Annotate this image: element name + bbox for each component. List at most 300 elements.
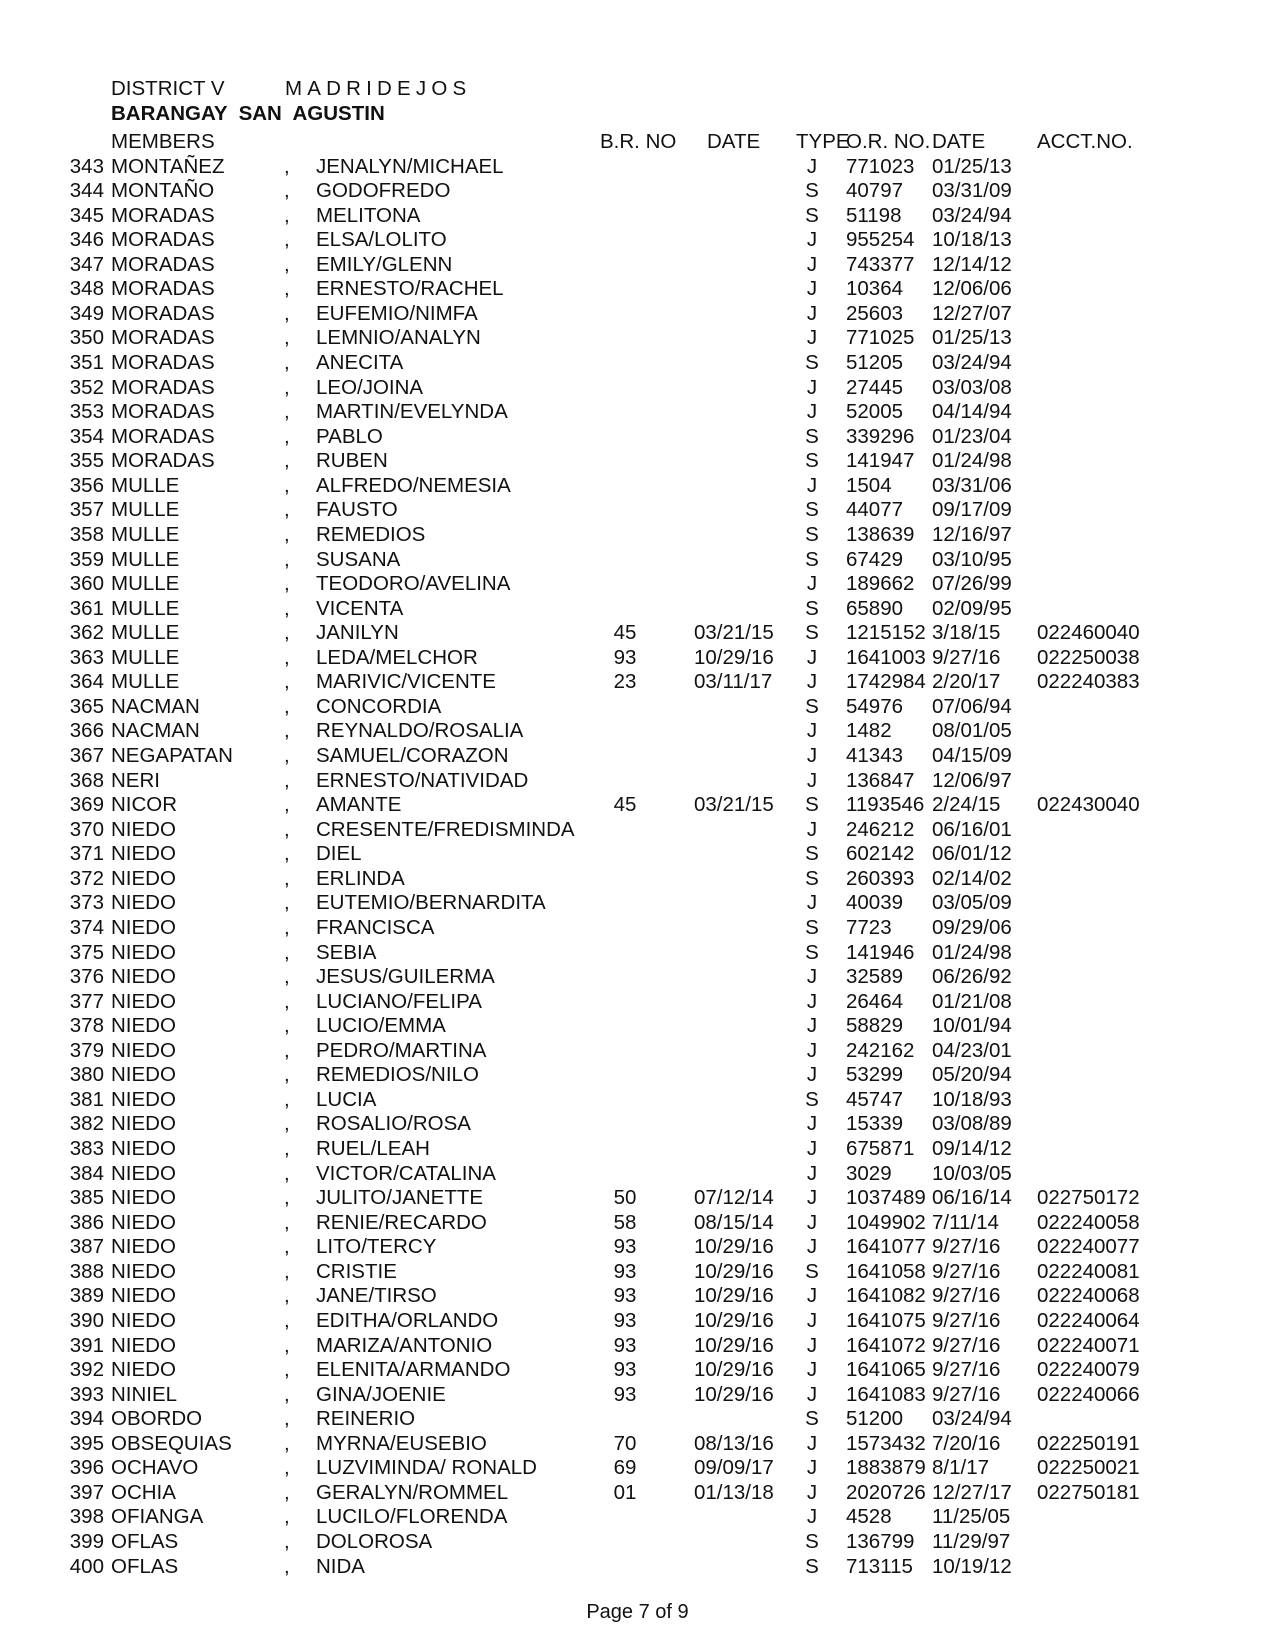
- or-number: 1193546: [846, 793, 925, 817]
- first-names: LEMNIO/ANALYN: [316, 326, 481, 350]
- last-name: NERI: [111, 768, 160, 792]
- member-type: J: [806, 989, 818, 1013]
- member-type: J: [806, 1431, 818, 1455]
- name-separator: ,: [284, 768, 290, 792]
- row-number: 364: [69, 670, 104, 694]
- table-row: [0, 1235, 1275, 1260]
- last-name: NIEDO: [111, 1259, 176, 1283]
- table-row: [0, 646, 1275, 671]
- or-date: 03/03/08: [932, 375, 1012, 399]
- row-number: 381: [69, 1087, 104, 1111]
- last-name: NIEDO: [111, 1161, 176, 1185]
- last-name: NIEDO: [111, 965, 176, 989]
- member-type: S: [805, 449, 819, 473]
- or-date: 09/17/09: [932, 498, 1012, 522]
- first-names: PEDRO/MARTINA: [316, 1038, 487, 1062]
- or-date: 2/20/17: [932, 670, 1001, 694]
- first-names: DOLOROSA: [316, 1530, 433, 1553]
- member-type: J: [806, 228, 818, 252]
- br-number: 93: [613, 1235, 637, 1259]
- table-row: [0, 1432, 1275, 1457]
- last-name: MULLE: [111, 498, 180, 522]
- br-number: 69: [613, 1456, 637, 1480]
- row-number: 394: [69, 1407, 104, 1431]
- account-number: 022240079: [1037, 1358, 1140, 1382]
- name-separator: ,: [284, 1456, 290, 1480]
- or-date: 10/18/93: [932, 1087, 1012, 1111]
- or-date: 09/14/12: [932, 1137, 1012, 1160]
- table-row: [0, 1505, 1275, 1530]
- row-number: 366: [69, 719, 104, 743]
- member-type: S: [805, 498, 819, 522]
- or-date: 04/23/01: [932, 1038, 1012, 1062]
- br-number: 50: [613, 1186, 637, 1210]
- name-separator: ,: [284, 1505, 290, 1529]
- last-name: NIEDO: [111, 1112, 176, 1136]
- row-number: 387: [69, 1235, 104, 1259]
- or-date: 01/21/08: [932, 989, 1012, 1013]
- or-date: 8/1/17: [932, 1456, 989, 1480]
- member-type: J: [806, 154, 818, 178]
- or-number: 40039: [846, 891, 904, 915]
- row-number: 369: [69, 793, 104, 817]
- name-separator: ,: [284, 154, 290, 178]
- row-number: 371: [69, 842, 104, 866]
- last-name: NIEDO: [111, 817, 176, 841]
- last-name: NIEDO: [111, 1063, 176, 1087]
- table-row: [0, 1186, 1275, 1211]
- or-date: 07/26/99: [932, 572, 1012, 596]
- name-separator: ,: [284, 842, 290, 866]
- row-number: 393: [69, 1382, 104, 1406]
- table-row: [0, 1530, 1275, 1555]
- last-name: NACMAN: [111, 694, 200, 718]
- name-separator: ,: [284, 1407, 290, 1431]
- account-number: 022460040: [1037, 621, 1140, 645]
- or-number: 136847: [846, 768, 915, 792]
- name-separator: ,: [284, 1087, 290, 1111]
- row-number: 376: [69, 965, 104, 989]
- or-date: 7/11/14: [932, 1210, 999, 1234]
- or-date: 01/23/04: [932, 424, 1012, 448]
- br-number: 93: [613, 1308, 637, 1332]
- or-number: 44077: [846, 498, 904, 522]
- or-number: 67429: [846, 547, 904, 571]
- table-row: [0, 1383, 1275, 1408]
- row-number: 372: [69, 866, 104, 890]
- member-type: J: [806, 473, 818, 497]
- or-number: 10364: [846, 277, 904, 301]
- name-separator: ,: [284, 203, 290, 227]
- last-name: MORADAS: [111, 326, 215, 350]
- last-name: MORADAS: [111, 351, 215, 374]
- name-separator: ,: [284, 1235, 290, 1259]
- or-date: 03/05/09: [932, 891, 1012, 915]
- first-names: CONCORDIA: [316, 694, 442, 718]
- or-number: 1641003: [846, 645, 926, 669]
- name-separator: ,: [284, 1038, 290, 1062]
- member-type: J: [806, 572, 818, 596]
- name-separator: ,: [284, 1382, 290, 1406]
- or-date: 01/25/13: [932, 326, 1012, 350]
- br-number: 01: [613, 1480, 637, 1504]
- table-row: [0, 769, 1275, 794]
- first-names: MARIZA/ANTONIO: [316, 1333, 493, 1357]
- column-header-type: TYPE: [796, 130, 850, 153]
- last-name: NINIEL: [111, 1382, 178, 1406]
- or-date: 12/14/12: [932, 252, 1012, 276]
- br-date: 10/29/16: [694, 1259, 774, 1283]
- or-date: 9/27/16: [932, 1235, 1001, 1259]
- or-number: 1742984: [846, 670, 926, 694]
- name-separator: ,: [284, 940, 290, 964]
- table-row: [0, 1211, 1275, 1236]
- member-type: S: [805, 1407, 819, 1431]
- br-number: 93: [613, 1333, 637, 1357]
- member-type: J: [806, 1358, 818, 1382]
- br-date: 08/13/16: [694, 1431, 774, 1455]
- name-separator: ,: [284, 1530, 290, 1553]
- or-number: 27445: [846, 375, 904, 399]
- table-row: [0, 744, 1275, 769]
- table-row: [0, 597, 1275, 622]
- row-number: 370: [69, 817, 104, 841]
- member-type: S: [805, 940, 819, 964]
- table-row: [0, 1407, 1275, 1432]
- first-names: AMANTE: [316, 793, 402, 817]
- row-number: 358: [69, 522, 104, 546]
- last-name: NIEDO: [111, 1087, 176, 1111]
- or-date: 12/27/07: [932, 301, 1012, 325]
- row-number: 349: [69, 301, 104, 325]
- or-number: 189662: [846, 572, 915, 596]
- first-names: SAMUEL/CORAZON: [316, 744, 509, 767]
- last-name: NIEDO: [111, 1186, 176, 1210]
- br-number: 45: [613, 621, 637, 645]
- member-type: S: [805, 351, 819, 374]
- table-row: [0, 941, 1275, 966]
- table-row: [0, 1063, 1275, 1088]
- or-date: 06/16/01: [932, 817, 1012, 841]
- or-number: 260393: [846, 866, 915, 890]
- member-type: S: [805, 547, 819, 571]
- name-separator: ,: [284, 375, 290, 399]
- first-names: RUEL/LEAH: [316, 1137, 430, 1160]
- member-type: J: [806, 1112, 818, 1136]
- table-row: [0, 1014, 1275, 1039]
- last-name: MORADAS: [111, 252, 215, 276]
- row-number: 388: [69, 1259, 104, 1283]
- account-number: 022250191: [1037, 1431, 1140, 1455]
- first-names: LITO/TERCY: [316, 1235, 437, 1259]
- row-number: 399: [69, 1530, 104, 1553]
- table-row: [0, 155, 1275, 180]
- table-row: [0, 670, 1275, 695]
- name-separator: ,: [284, 915, 290, 939]
- or-number: 955254: [846, 228, 915, 252]
- first-names: SUSANA: [316, 547, 401, 571]
- br-number: 93: [613, 1259, 637, 1283]
- last-name: OBSEQUIAS: [111, 1431, 232, 1455]
- or-date: 01/24/98: [932, 940, 1012, 964]
- member-type: J: [806, 1333, 818, 1357]
- first-names: ERLINDA: [316, 866, 405, 890]
- last-name: NIEDO: [111, 1358, 176, 1382]
- last-name: MORADAS: [111, 375, 215, 399]
- last-name: MULLE: [111, 596, 180, 620]
- first-names: ELENITA/ARMANDO: [316, 1358, 511, 1382]
- or-date: 03/24/94: [932, 203, 1012, 227]
- or-number: 1883879: [846, 1456, 926, 1480]
- name-separator: ,: [284, 1431, 290, 1455]
- row-number: 360: [69, 572, 104, 596]
- member-type: J: [806, 400, 818, 424]
- member-type: S: [805, 522, 819, 546]
- or-date: 12/16/97: [932, 522, 1012, 546]
- or-date: 9/27/16: [932, 1308, 1001, 1332]
- column-header-date: DATE: [707, 130, 761, 153]
- row-number: 390: [69, 1308, 104, 1332]
- last-name: NACMAN: [111, 719, 200, 743]
- or-number: 15339: [846, 1112, 904, 1136]
- table-row: [0, 179, 1275, 204]
- table-row: [0, 695, 1275, 720]
- first-names: REYNALDO/ROSALIA: [316, 719, 524, 743]
- or-date: 01/25/13: [932, 154, 1012, 178]
- first-names: LUZVIMINDA/ RONALD: [316, 1456, 537, 1480]
- column-header-br-no: B.R. NO: [600, 130, 677, 153]
- name-separator: ,: [284, 1358, 290, 1382]
- or-number: 339296: [846, 424, 915, 448]
- br-number: 93: [613, 1358, 637, 1382]
- last-name: NIEDO: [111, 1137, 176, 1160]
- table-row: [0, 1112, 1275, 1137]
- name-separator: ,: [284, 252, 290, 276]
- or-date: 06/01/12: [932, 842, 1012, 866]
- or-date: 02/14/02: [932, 866, 1012, 890]
- or-number: 58829: [846, 1014, 904, 1038]
- row-number: 355: [69, 449, 104, 473]
- table-row: [0, 1284, 1275, 1309]
- or-number: 65890: [846, 596, 904, 620]
- member-type: J: [806, 1186, 818, 1210]
- account-number: 022240068: [1037, 1284, 1140, 1308]
- row-number: 352: [69, 375, 104, 399]
- account-number: 022240077: [1037, 1235, 1140, 1259]
- br-number: 45: [613, 793, 637, 817]
- member-type: J: [806, 1284, 818, 1308]
- row-number: 380: [69, 1063, 104, 1087]
- or-number: 713115: [846, 1554, 913, 1578]
- last-name: NIEDO: [111, 891, 176, 915]
- or-date: 03/31/06: [932, 473, 1012, 497]
- or-number: 1641058: [846, 1259, 926, 1283]
- first-names: MELITONA: [316, 203, 421, 227]
- member-type: J: [806, 277, 818, 301]
- last-name: MORADAS: [111, 301, 215, 325]
- member-type: S: [805, 793, 819, 817]
- first-names: MYRNA/EUSEBIO: [316, 1431, 487, 1455]
- br-date: 10/29/16: [694, 1333, 774, 1357]
- first-names: JANE/TIRSO: [316, 1284, 437, 1308]
- or-number: 51200: [846, 1407, 904, 1431]
- or-number: 1641083: [846, 1382, 926, 1406]
- br-date: 03/21/15: [694, 621, 774, 645]
- last-name: MULLE: [111, 522, 180, 546]
- last-name: NIEDO: [111, 1235, 176, 1259]
- member-type: J: [806, 1161, 818, 1185]
- town-name: MADRIDEJOS: [285, 77, 472, 100]
- br-date: 10/29/16: [694, 1308, 774, 1332]
- first-names: ALFREDO/NEMESIA: [316, 473, 511, 497]
- table-row: [0, 1334, 1275, 1359]
- last-name: MONTAÑEZ: [111, 154, 225, 178]
- member-type: J: [806, 1308, 818, 1332]
- name-separator: ,: [284, 1259, 290, 1283]
- row-number: 384: [69, 1161, 104, 1185]
- br-date: 07/12/14: [694, 1186, 774, 1210]
- name-separator: ,: [284, 1480, 290, 1504]
- name-separator: ,: [284, 1063, 290, 1087]
- table-row: [0, 1039, 1275, 1064]
- member-type: S: [805, 203, 819, 227]
- row-number: 343: [69, 154, 104, 178]
- first-names: TEODORO/AVELINA: [316, 572, 511, 596]
- name-separator: ,: [284, 449, 290, 473]
- name-separator: ,: [284, 301, 290, 325]
- member-type: J: [806, 891, 818, 915]
- or-number: 1641072: [846, 1333, 926, 1357]
- row-number: 395: [69, 1431, 104, 1455]
- or-date: 12/27/17: [932, 1480, 1012, 1504]
- row-number: 356: [69, 473, 104, 497]
- or-number: 675871: [846, 1137, 915, 1160]
- or-number: 1641077: [846, 1235, 926, 1259]
- last-name: MULLE: [111, 473, 180, 497]
- name-separator: ,: [284, 1186, 290, 1210]
- row-number: 362: [69, 621, 104, 645]
- last-name: NIEDO: [111, 1333, 176, 1357]
- table-row: [0, 1456, 1275, 1481]
- row-number: 392: [69, 1358, 104, 1382]
- br-number: 93: [613, 1284, 637, 1308]
- br-date: 03/11/17: [694, 670, 773, 694]
- first-names: GINA/JOENIE: [316, 1382, 446, 1406]
- row-number: 354: [69, 424, 104, 448]
- first-names: MARTIN/EVELYNDA: [316, 400, 508, 424]
- or-date: 10/03/05: [932, 1161, 1012, 1185]
- barangay-title: BARANGAY SAN AGUSTIN: [111, 102, 385, 125]
- row-number: 375: [69, 940, 104, 964]
- first-names: SEBIA: [316, 940, 377, 964]
- last-name: MULLE: [111, 572, 180, 596]
- member-type: J: [806, 1137, 818, 1160]
- name-separator: ,: [284, 400, 290, 424]
- or-number: 25603: [846, 301, 904, 325]
- last-name: MULLE: [111, 670, 180, 694]
- name-separator: ,: [284, 891, 290, 915]
- table-row: [0, 376, 1275, 401]
- or-date: 3/18/15: [932, 621, 1001, 645]
- row-number: 391: [69, 1333, 104, 1357]
- or-number: 51198: [846, 203, 902, 227]
- last-name: OFLAS: [111, 1554, 179, 1578]
- or-number: 41343: [846, 744, 904, 767]
- row-number: 368: [69, 768, 104, 792]
- br-date: 03/21/15: [694, 793, 774, 817]
- member-type: J: [806, 1014, 818, 1038]
- or-date: 9/27/16: [932, 1284, 1001, 1308]
- first-names: JANILYN: [316, 621, 399, 645]
- row-number: 350: [69, 326, 104, 350]
- table-row: [0, 916, 1275, 941]
- name-separator: ,: [284, 473, 290, 497]
- first-names: GERALYN/ROMMEL: [316, 1480, 509, 1504]
- name-separator: ,: [284, 351, 290, 374]
- first-names: REINERIO: [316, 1407, 416, 1431]
- table-row: [0, 842, 1275, 867]
- account-number: 022250038: [1037, 645, 1140, 669]
- first-names: RUBEN: [316, 449, 388, 473]
- first-names: REMEDIOS/NILO: [316, 1063, 479, 1087]
- or-date: 9/27/16: [932, 1382, 1001, 1406]
- name-separator: ,: [284, 498, 290, 522]
- table-row: [0, 326, 1275, 351]
- table-row: [0, 793, 1275, 818]
- table-row: [0, 548, 1275, 573]
- first-names: DIEL: [316, 842, 362, 866]
- name-separator: ,: [284, 277, 290, 301]
- member-type: J: [806, 1505, 818, 1529]
- or-number: 1504: [846, 473, 892, 497]
- or-number: 1049902: [846, 1210, 926, 1234]
- row-number: 353: [69, 400, 104, 424]
- row-number: 379: [69, 1038, 104, 1062]
- member-type: J: [806, 817, 818, 841]
- member-type: J: [806, 326, 818, 350]
- last-name: MORADAS: [111, 400, 215, 424]
- or-date: 9/27/16: [932, 1358, 1001, 1382]
- column-header-or-no: O.R. NO.: [846, 130, 931, 153]
- or-date: 9/27/16: [932, 645, 1001, 669]
- br-number: 93: [613, 645, 637, 669]
- or-number: 602142: [846, 842, 915, 866]
- table-row: [0, 719, 1275, 744]
- or-number: 771023: [846, 154, 915, 178]
- member-type: S: [805, 424, 819, 448]
- table-row: [0, 425, 1275, 450]
- or-date: 10/19/12: [932, 1554, 1012, 1578]
- or-date: 04/15/09: [932, 744, 1012, 767]
- last-name: MULLE: [111, 645, 180, 669]
- member-type: J: [806, 744, 818, 767]
- last-name: NIEDO: [111, 1038, 176, 1062]
- first-names: NIDA: [316, 1554, 365, 1578]
- table-row: [0, 1137, 1275, 1162]
- last-name: OFIANGA: [111, 1505, 204, 1529]
- or-number: 54976: [846, 694, 904, 718]
- first-names: LUCIO/EMMA: [316, 1014, 446, 1038]
- or-number: 4528: [846, 1505, 892, 1529]
- or-number: 26464: [846, 989, 904, 1013]
- name-separator: ,: [284, 596, 290, 620]
- name-separator: ,: [284, 744, 290, 767]
- member-type: J: [806, 1063, 818, 1087]
- table-row: [0, 302, 1275, 327]
- member-type: J: [806, 768, 818, 792]
- member-type: S: [805, 1554, 819, 1578]
- table-row: [0, 400, 1275, 425]
